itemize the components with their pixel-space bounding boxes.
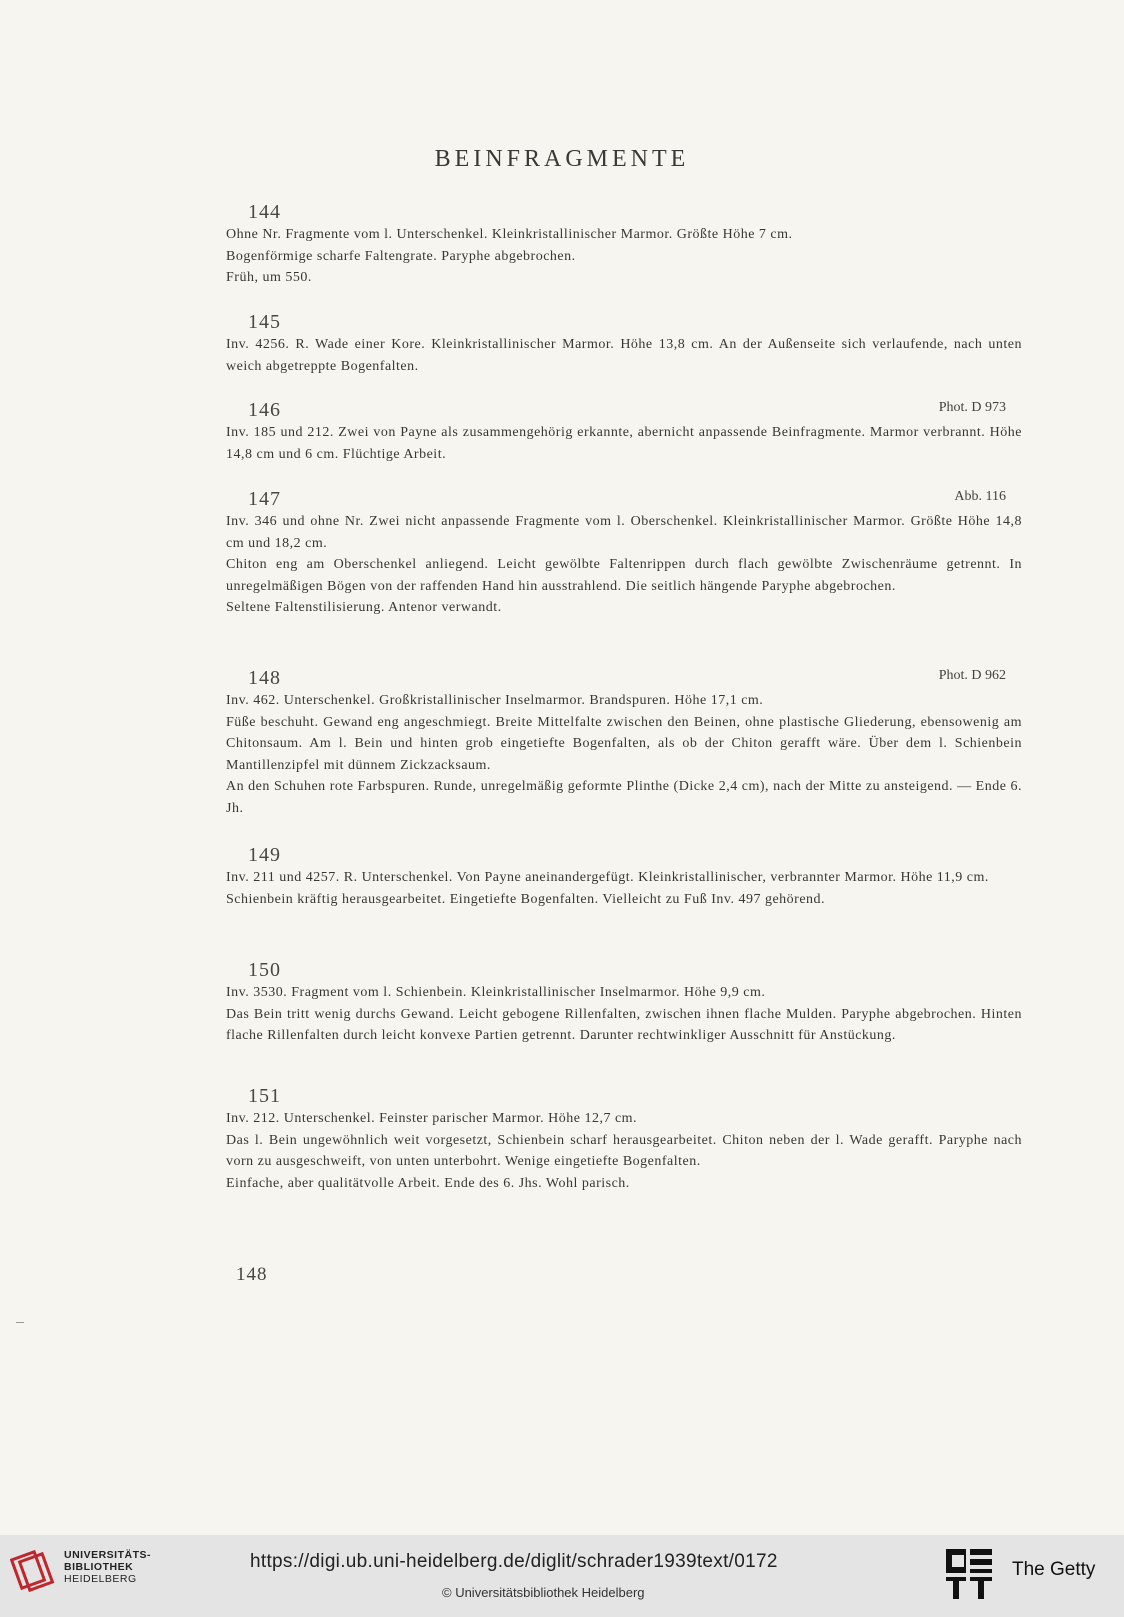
library-name-line1: UNIVERSITÄTS- [64,1549,152,1561]
entry-paragraph: Chiton eng am Oberschenkel anliegend. Leicht gewölbte Faltenrippen durch flach gewölbte Zwischenräume getrennt. In unregelmäßigen Bögen von der raffenden Hand hin ausstrahlend. Die seitlich hängende Paryphe abgebrochen. [226,557,1022,594]
catalog-entry [226,200,1022,289]
library-name-line2: BIBLIOTHEK [64,1561,134,1573]
entry-number: 149 [248,844,281,866]
entry-paragraph: Inv. 3530. Fragment vom l. Schienbein. Kleinkristallinischer Inselmarmor. Höhe 9,9 cm. [226,985,766,1000]
entry-paragraph: Seltene Faltenstilisierung. Antenor verwandt. [226,600,502,615]
entry-number: 146 [248,399,281,421]
copyright-notice: © Universitätsbibliothek Heidelberg [442,1585,645,1600]
entry-paragraph: Ohne Nr. Fragmente vom l. Unterschenkel. Kleinkristallinischer Marmor. Größte Höhe 7 cm. [226,227,793,242]
entry-number: 148 [248,667,281,689]
entry-paragraph: Inv. 462. Unterschenkel. Großkristallinischer Inselmarmor. Brandspuren. Höhe 17,1 cm. [226,693,764,708]
catalog-entry [226,487,1022,619]
catalog-entry [226,958,1022,1047]
viewer-footer-bar [0,1535,1124,1617]
getty-logo-icon[interactable] [944,1547,994,1601]
entry-paragraph: Inv. 211 und 4257. R. Unterschenkel. Von Payne aneinandergefügt. Kleinkristallinischer, verbrannter Marmor. Höhe 11,9 cm. [226,870,989,885]
catalog-entry [226,398,1022,465]
entry-paragraph: Bogenförmige scharfe Faltengrate. Paryphe abgebrochen. [226,248,576,264]
permalink-url[interactable]: https://digi.ub.uni-heidelberg.de/diglit/schrader1939text/0172 [250,1551,778,1572]
entry-number: 150 [248,959,281,981]
entry-number: 144 [248,201,281,223]
catalog-entry [226,310,1022,377]
entry-paragraph: Das l. Bein ungewöhnlich weit vorgesetzt, Schienbein scharf herausgearbeitet. Chiton neben der l. Wade gerafft. Paryphe nach vorn zu ausgeschweift, von unten unterbohrt. Wenige eingetiefte Bogenfalten. [226,1132,1022,1169]
catalog-entry [226,843,1022,910]
entry-paragraph: Inv. 212. Unterschenkel. Feinster parischer Marmor. Höhe 12,7 cm. [226,1111,638,1126]
getty-label[interactable]: The Getty [1012,1559,1096,1580]
catalog-entry [226,1084,1022,1194]
entry-number: 147 [248,488,281,510]
entry-reference: Phot. D 973 [938,400,1006,415]
section-title: BEINFRAGMENTE [434,146,690,172]
entry-reference: Abb. 116 [954,489,1006,504]
entry-paragraph: Inv. 185 und 212. Zwei von Payne als zusammengehörig erkannte, abernicht anpassende Beinfragmente. Marmor verbrannt. Höhe 14,8 cm und 6 cm. Flüchtige Arbeit. [226,425,1022,462]
margin-mark [16,1322,24,1323]
entry-paragraph: Inv. 4256. R. Wade einer Kore. Kleinkristallinischer Marmor. Höhe 13,8 cm. An der Außenseite sich verlaufende, nach unten weich abgetreppte Bogenfalten. [226,337,1022,374]
page-number: 148 [236,1264,268,1285]
entry-paragraph: Einfache, aber qualitätvolle Arbeit. Ende des 6. Jhs. Wohl parisch. [226,1175,630,1191]
entry-paragraph: Früh, um 550. [226,270,312,285]
catalog-entry [226,666,1022,819]
university-library-logo-icon[interactable] [10,1545,60,1595]
entry-paragraph: Schienbein kräftig herausgearbeitet. Eingetiefte Bogenfalten. Vielleicht zu Fuß Inv. 497 gehörend. [226,891,826,907]
university-library-name[interactable] [64,1549,151,1585]
library-name-line3: HEIDELBERG [64,1573,137,1585]
entry-paragraph: Füße beschuht. Gewand eng angeschmiegt. Breite Mittelfalte zwischen den Beinen, ohne plastische Gliederung, ebensowenig am Chitonsaum. Am l. Bein und hinten grob eingetiefte Bogenfalten, als ob der Chiton gerafft wäre. Über dem l. Schienbein Mantillenzipfel mit dünnem Zickzacksaum. [226,714,1022,773]
entry-number: 145 [248,311,281,333]
entry-number: 151 [248,1085,281,1107]
entry-paragraph: Das Bein tritt wenig durchs Gewand. Leicht gebogene Rillenfalten, zwischen ihnen flache Mulden. Paryphe abgebrochen. Hinten flache Rillenfalten durch leicht konvexe Partien getrennt. Darunter rechtwinkliger Ausschnitt für Anstückung. [226,1006,1022,1043]
entry-paragraph: An den Schuhen rote Farbspuren. Runde, unregelmäßig geformte Plinthe (Dicke 2,4 cm), nach der Mitte zu ansteigend. — Ende 6. Jh. [226,779,1022,816]
entry-paragraph: Inv. 346 und ohne Nr. Zwei nicht anpassende Fragmente vom l. Oberschenkel. Kleinkristallinischer Marmor. Größte Höhe 14,8 cm und 18,2 cm. [226,514,1022,551]
entry-reference: Phot. D 962 [938,668,1006,683]
